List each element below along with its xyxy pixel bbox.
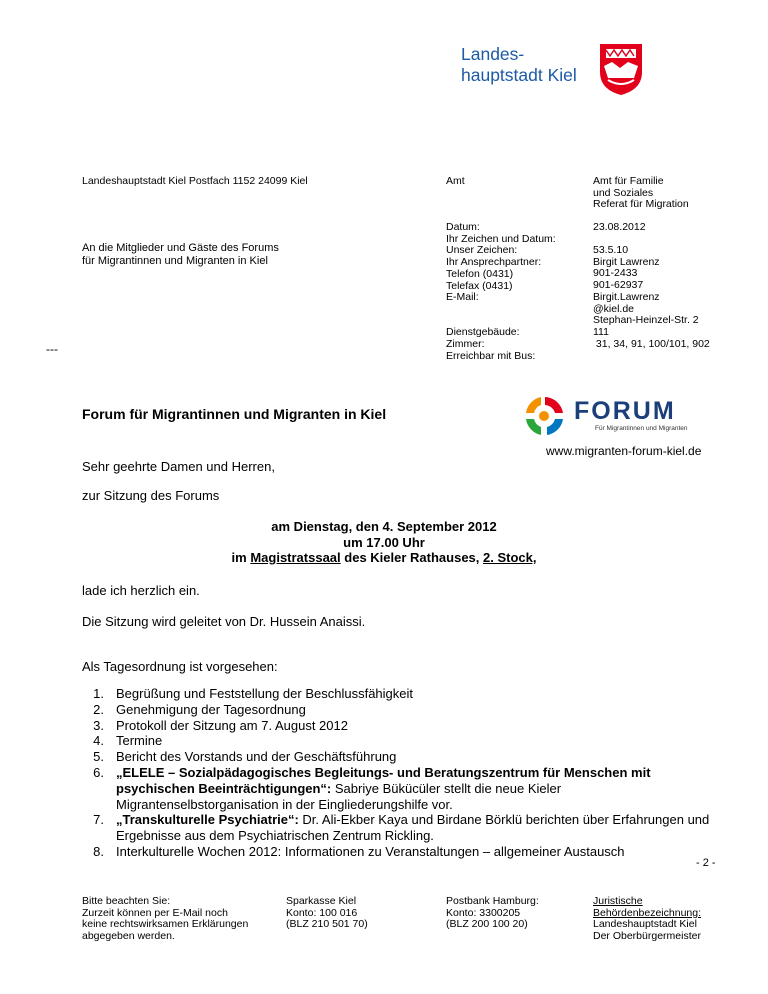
info-value: Stephan-Heinzel-Str. 2 [593, 314, 699, 327]
agenda-num: 3. [93, 717, 104, 733]
contact-values [593, 245, 710, 350]
chair-text: Die Sitzung wird geleitet von Dr. Hussein Anaissi. [82, 614, 366, 629]
footer-line: abgegeben werden. [82, 930, 175, 943]
agenda-text: Bericht des Vorstands und der Geschäftsführung [116, 749, 397, 765]
amt-value [593, 176, 689, 211]
forum-swirl-icon [526, 397, 563, 435]
greeting: Sehr geehrte Damen und Herren, [82, 459, 275, 474]
agenda-text: Genehmigung der Tagesordnung [116, 701, 306, 717]
info-value: Birgit Lawrenz [593, 255, 660, 268]
info-label: Datum: [446, 221, 480, 233]
agenda-num: 7. [93, 812, 104, 828]
agenda-text: Interkulturelle Wochen 2012: Informationen zu Veranstaltungen – allgemeiner Austausch [116, 843, 625, 859]
footer-line: (BLZ 200 100 20) [446, 918, 528, 931]
agenda-num: 2. [93, 701, 104, 717]
location-floor: 2. Stock, [483, 550, 537, 565]
agenda-bold: „Transkulturelle Psychiatrie“: [116, 812, 299, 828]
sender-line: Landeshauptstadt Kiel Postfach 1152 24099 Kiel [82, 175, 308, 187]
info-value: 53.5.10 [593, 244, 629, 256]
footer-line: Juristische [593, 895, 643, 907]
agenda-item [82, 718, 722, 734]
info-value: Birgit.Lawrenz [593, 290, 660, 303]
agenda-text: Begrüßung und Feststellung der Beschlussfähigkeit [116, 686, 414, 701]
agenda-item [82, 765, 722, 812]
location-pre: im [231, 550, 251, 565]
footer-line: Sparkasse Kiel [286, 895, 357, 907]
info-value: @kiel.de [593, 302, 635, 315]
footer-legal [593, 896, 701, 943]
recipient-line: für Migrantinnen und Migranten in Kiel [82, 254, 268, 267]
forum-logo [522, 393, 712, 439]
footer-line: Der Oberbürgermeister [593, 930, 701, 943]
invitation-text: lade ich herzlich ein. [82, 583, 200, 598]
separator: --- [46, 342, 58, 356]
info-value: 901-62937 [593, 279, 644, 292]
page-number: - 2 - [696, 857, 716, 869]
agenda-item [82, 702, 722, 718]
info-value: 901-2433 [593, 267, 638, 280]
footer-line: Konto: 3300205 [446, 906, 521, 919]
footer-line: Zurzeit können per E-Mail noch [82, 906, 228, 919]
agenda-text [116, 765, 722, 812]
amt-label: Amt [446, 175, 465, 187]
agenda-bold: „ELELE – Sozialpädagogisches Begleitungs- und Beratungszentrum für Menschen mit psychischen Beeinträchtigungen“: [116, 764, 651, 796]
info-value: 31, 34, 91, 100/101, 902 [593, 337, 710, 350]
info-label: Telefon (0431) [446, 267, 514, 280]
info-label: Dienstgebäude: [446, 326, 520, 339]
logo-line-1: Landes- [461, 44, 525, 64]
footer-line: keine rechtswirksamen Erklärungen [82, 918, 249, 931]
info-label: Unser Zeichen: [446, 244, 518, 257]
info-label-spacer [446, 304, 556, 316]
footer-line: Landeshauptstadt Kiel [593, 918, 697, 931]
agenda-intro: Als Tagesordnung ist vorgesehen: [82, 659, 278, 674]
footer-line: Konto: 100 016 [286, 906, 358, 919]
footer-line: (BLZ 210 501 70) [286, 918, 368, 931]
forum-logo-sub: Für Migrantinnen und Migranten [595, 425, 688, 432]
info-label: Zimmer: [446, 338, 485, 351]
agenda-num: 8. [93, 843, 104, 859]
info-label: E-Mail: [446, 291, 479, 304]
amt-value-line: und Soziales [593, 186, 654, 199]
footer-postbank [446, 896, 539, 931]
info-label: Ihr Ansprechpartner: [446, 256, 542, 269]
agenda-text: Termine [116, 733, 163, 749]
footer-line: Bitte beachten Sie: [82, 895, 171, 907]
footer-notice [82, 896, 248, 943]
agenda-item [82, 844, 722, 860]
logo-line-2: hauptstadt Kiel [461, 65, 577, 85]
agenda-list [82, 686, 722, 860]
recipient-line: An die Mitglieder und Gäste des Forums [82, 242, 279, 254]
agenda-item [82, 812, 722, 844]
agenda-item [82, 686, 722, 702]
forum-logo-word: FORUM [574, 397, 676, 425]
agenda-item [82, 733, 722, 749]
amt-value-line: Referat für Migration [593, 198, 689, 211]
forum-title: Forum für Migrantinnen und Migranten in Kiel [82, 406, 387, 422]
agenda-rest: Sabriye Bükücüler stellt die neue Kieler Migrantenselbstorganisation in der Eingliederungshilfe vor. [116, 780, 562, 812]
info-label: Erreichbar mit Bus: [446, 349, 536, 362]
location-mid: des Kieler Rathauses, [340, 550, 483, 565]
footer-sparkasse [286, 896, 368, 931]
kiel-crest-icon [598, 42, 644, 96]
agenda-num: 5. [93, 749, 104, 765]
date-value: 23.08.2012 [593, 221, 646, 233]
location-room: Magistratssaal [250, 550, 341, 565]
meeting-details [0, 519, 768, 566]
agenda-item [82, 749, 722, 765]
agenda-text: Protokoll der Sitzung am 7. August 2012 [116, 717, 348, 733]
footer-line: Behördenbezeichnung: [593, 906, 702, 919]
meeting-time: um 17.00 Uhr [343, 534, 425, 550]
info-labels [446, 222, 556, 362]
invite-line: zur Sitzung des Forums [82, 488, 220, 503]
agenda-num: 4. [93, 733, 104, 749]
agenda-num: 6. [93, 764, 104, 780]
recipient-address [82, 242, 279, 267]
info-label: Ihr Zeichen und Datum: [446, 232, 556, 245]
amt-value-line: Amt für Familie [593, 175, 664, 187]
info-label: Telefax (0431) [446, 279, 513, 292]
agenda-text [116, 812, 722, 844]
city-logo-text [461, 44, 577, 86]
meeting-location [0, 550, 768, 566]
agenda-rest: Dr. Ali-Ekber Kaya und Birdane Börklü berichten über Erfahrungen und Ergebnisse aus dem Psychiatrischen Zentrum Rickling. [116, 812, 710, 844]
info-value: 111 [593, 325, 609, 338]
forum-url-link[interactable]: www.migranten-forum-kiel.de [546, 444, 702, 458]
footer-line: Postbank Hamburg: [446, 895, 539, 907]
agenda-num: 1. [93, 686, 104, 701]
meeting-date: am Dienstag, den 4. September 2012 [271, 519, 497, 534]
